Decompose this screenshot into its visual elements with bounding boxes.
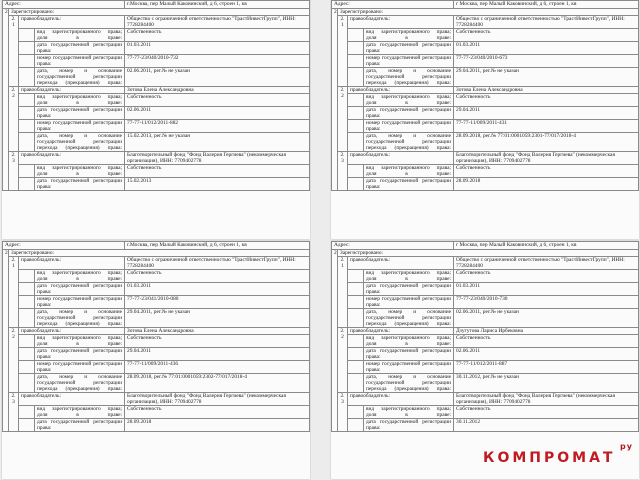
section-number: 2 xyxy=(332,9,338,191)
field-label: дата государственной регистрации права: xyxy=(35,348,125,361)
field-value: 77-77-23/040/2010-730 xyxy=(454,296,639,309)
field-value: Собственность xyxy=(454,165,639,178)
field-value: 02.06.2011 xyxy=(125,107,310,120)
holder-label: правообладатель: xyxy=(348,87,454,94)
holder-label: правообладатель: xyxy=(19,152,125,165)
field-label: дата, номер и основание государственной регистрации перехода (прекращения) права: xyxy=(35,374,125,393)
row-indent xyxy=(348,283,364,296)
field-value: 77-77-11/012/2011-887 xyxy=(454,361,639,374)
field-value: 01.03.2011 xyxy=(454,42,639,55)
holder-value: Общество с ограниченной ответственностью "ТрастИнвестГрупп", ИНН: 7728284400 xyxy=(125,16,310,29)
field-label: дата государственной регистрации права: xyxy=(35,42,125,55)
field-value: 02.06.2011, рег.№ не указан xyxy=(454,309,639,328)
row-indent xyxy=(19,42,35,55)
field-label: дата государственной регистрации права: xyxy=(35,419,125,432)
field-value: Собственность xyxy=(125,29,310,42)
address-value: г Москва, пер Малый Каковинский, д 6, строен 1, кв xyxy=(454,1,639,9)
field-label: вид зарегистрированного права; доля в праве: xyxy=(364,165,454,178)
row-indent xyxy=(19,120,35,133)
address-label: Адрес: xyxy=(332,1,454,9)
registry-table xyxy=(331,0,639,191)
holder-label: правообладатель: xyxy=(348,328,454,335)
field-label: дата государственной регистрации права: xyxy=(364,178,454,191)
field-label: вид зарегистрированного права; доля в праве: xyxy=(35,165,125,178)
entry-number: 2.1 xyxy=(338,257,348,328)
row-indent xyxy=(19,94,35,107)
field-label: номер государственной регистрации права: xyxy=(35,120,125,133)
section-label: Зарегистрировано: xyxy=(9,9,310,16)
row-indent xyxy=(19,348,35,361)
watermark-stamp xyxy=(483,442,633,472)
holder-label: правообладатель: xyxy=(19,16,125,29)
field-label: номер государственной регистрации права: xyxy=(364,55,454,68)
row-indent xyxy=(19,165,35,178)
row-indent xyxy=(348,42,364,55)
field-label: номер государственной регистрации права: xyxy=(35,361,125,374)
field-label: дата, номер и основание государственной регистрации перехода (прекращения) права: xyxy=(35,68,125,87)
entry-number: 2.3 xyxy=(338,393,348,432)
field-value: 29.04.2011, рег.№ не указан xyxy=(454,68,639,87)
field-label: вид зарегистрированного права; доля в праве: xyxy=(364,29,454,42)
field-label: номер государственной регистрации права: xyxy=(35,55,125,68)
entry-number: 2.2 xyxy=(338,328,348,393)
document-panel-top-right xyxy=(331,0,639,239)
section-number: 2 xyxy=(3,250,9,432)
field-label: дата, номер и основание государственной регистрации перехода (прекращения) права: xyxy=(35,309,125,328)
field-label: дата государственной регистрации права: xyxy=(35,178,125,191)
watermark-top: ру xyxy=(620,442,633,451)
field-value: Собственность xyxy=(125,406,310,419)
field-label: номер государственной регистрации права: xyxy=(364,296,454,309)
field-value: 29.04.2011 xyxy=(454,107,639,120)
holder-label: правообладатель: xyxy=(19,87,125,94)
field-label: номер государственной регистрации права: xyxy=(35,296,125,309)
holder-label: правообладатель: xyxy=(19,257,125,270)
field-value: 29.04.2011 xyxy=(125,348,310,361)
field-value: 15.02.2013 xyxy=(125,178,310,191)
entry-number: 2.2 xyxy=(9,87,19,152)
address-label: Адрес: xyxy=(332,242,454,250)
field-label: вид зарегистрированного права; доля в праве: xyxy=(364,270,454,283)
holder-value: Благотворительный фонд "Фонд Валерия Гергиева" (некоммерческая организация), ИНН: 7709402778 xyxy=(454,393,639,406)
field-label: дата, номер и основание государственной регистрации перехода (прекращения) права: xyxy=(35,133,125,152)
section-label: Зарегистрировано: xyxy=(9,250,310,257)
entry-number: 2.2 xyxy=(9,328,19,393)
row-indent xyxy=(19,419,35,432)
entry-number: 2.1 xyxy=(338,16,348,87)
field-value: 15.02.2013, рег.№ не указан xyxy=(125,133,310,152)
holder-label: правообладатель: xyxy=(348,152,454,165)
field-label: дата государственной регистрации права: xyxy=(35,283,125,296)
holder-value: Зотова Елена Александровна xyxy=(125,328,310,335)
holder-value: Зотова Елена Александровна xyxy=(125,87,310,94)
field-label: вид зарегистрированного права; доля в праве: xyxy=(35,29,125,42)
field-value: 01.03.2011 xyxy=(125,42,310,55)
address-label: Адрес: xyxy=(3,1,125,9)
entry-number: 2.2 xyxy=(338,87,348,152)
address-value: г.Москва, пер Малый Каковинский, д 6, строен 1, кв xyxy=(125,1,310,9)
entry-number: 2.1 xyxy=(9,257,19,328)
entry-number: 2.3 xyxy=(9,152,19,191)
row-indent xyxy=(348,68,364,87)
row-indent xyxy=(19,107,35,120)
field-value: Собственность xyxy=(454,335,639,348)
row-indent xyxy=(19,335,35,348)
address-value: г Москва, пер Малый Каковинский, д 6, строен 1, кв xyxy=(454,242,639,250)
section-number: 2 xyxy=(3,9,9,191)
entry-number: 2.3 xyxy=(9,393,19,432)
field-value: Собственность xyxy=(454,94,639,107)
field-value: 28.09.2018, рег.№ 77:01:0001059:2301-77/017/2018-4 xyxy=(454,133,639,152)
field-label: номер государственной регистрации права: xyxy=(364,120,454,133)
field-label: вид зарегистрированного права; доля в праве: xyxy=(35,406,125,419)
field-label: вид зарегистрированного права; доля в праве: xyxy=(364,94,454,107)
row-indent xyxy=(348,296,364,309)
section-label: Зарегистрировано: xyxy=(338,250,639,257)
field-value: 01.03.2011 xyxy=(125,283,310,296)
row-indent xyxy=(19,68,35,87)
registry-table xyxy=(2,0,310,191)
field-value: 02.06.2011, рег.№ не указан xyxy=(125,68,310,87)
row-indent xyxy=(19,374,35,393)
row-indent xyxy=(348,120,364,133)
field-value: Собственность xyxy=(454,270,639,283)
field-label: вид зарегистрированного права; доля в праве: xyxy=(35,94,125,107)
holder-label: правообладатель: xyxy=(348,393,454,406)
row-indent xyxy=(348,270,364,283)
address-label: Адрес: xyxy=(3,242,125,250)
field-value: 30.11.2012, рег.№ не указан xyxy=(454,374,639,393)
row-indent xyxy=(348,29,364,42)
row-indent xyxy=(348,406,364,419)
holder-value: Зотова Елена Александровна xyxy=(454,87,639,94)
row-indent xyxy=(348,178,364,191)
holder-value: Благотворительный фонд "Фонд Валерия Гергиева" (некоммерческая организация), ИНН: 7709402778 xyxy=(454,152,639,165)
row-indent xyxy=(348,419,364,432)
field-value: Собственность xyxy=(454,29,639,42)
holder-label: правообладатель: xyxy=(348,257,454,270)
field-value: 28.09.2018, рег.№ 77:01:0001059:2302-77/017/2018-4 xyxy=(125,374,310,393)
field-label: вид зарегистрированного права; доля в праве: xyxy=(35,335,125,348)
holder-label: правообладатель: xyxy=(348,16,454,29)
document-panel-bottom-left xyxy=(2,241,310,479)
field-label: дата государственной регистрации права: xyxy=(364,107,454,120)
holder-value: Общество с ограниченной ответственностью "ТрастИнвестГрупп", ИНН: 7728284400 xyxy=(454,257,639,270)
field-value: 77-77-23/040/2010-673 xyxy=(454,55,639,68)
field-value: Собственность xyxy=(125,335,310,348)
field-label: дата государственной регистрации права: xyxy=(364,419,454,432)
field-label: дата, номер и основание государственной регистрации перехода (прекращения) права: xyxy=(364,374,454,393)
field-value: 29.04.2011, рег.№ не указан xyxy=(125,309,310,328)
row-indent xyxy=(348,94,364,107)
registry-table xyxy=(2,241,310,432)
address-value: г.Москва, пер Малый Каковинский, д 6, строен 1, кв xyxy=(125,242,310,250)
registry-table xyxy=(331,241,639,432)
row-indent xyxy=(19,283,35,296)
field-value: Собственность xyxy=(454,406,639,419)
entry-number: 2.1 xyxy=(9,16,19,87)
entry-number: 2.3 xyxy=(338,152,348,191)
holder-label: правообладатель: xyxy=(19,328,125,335)
document-panel-top-left xyxy=(2,0,310,239)
holder-value: Общество с ограниченной ответственностью "ТрастИнвестГрупп", ИНН: 7728284400 xyxy=(454,16,639,29)
field-label: дата государственной регистрации права: xyxy=(364,42,454,55)
field-label: дата, номер и основание государственной регистрации перехода (прекращения) права: xyxy=(364,68,454,87)
field-value: 02.06.2011 xyxy=(454,348,639,361)
holder-label: правообладатель: xyxy=(19,393,125,406)
section-number: 2 xyxy=(332,250,338,432)
row-indent xyxy=(19,270,35,283)
row-indent xyxy=(19,361,35,374)
row-indent xyxy=(348,361,364,374)
field-label: вид зарегистрированного права; доля в праве: xyxy=(364,406,454,419)
field-value: Собственность xyxy=(125,165,310,178)
field-value: 77-77-23/041/2010-080 xyxy=(125,296,310,309)
field-label: номер государственной регистрации права: xyxy=(364,361,454,374)
row-indent xyxy=(19,406,35,419)
holder-value: Благотворительный фонд "Фонд Валерия Гергиева" (некоммерческая организация), ИНН: 7709402778 xyxy=(125,152,310,165)
watermark-main: КОМПРОМАТ xyxy=(483,450,616,466)
row-indent xyxy=(348,55,364,68)
field-label: дата государственной регистрации права: xyxy=(364,283,454,296)
row-indent xyxy=(348,133,364,152)
field-value: 28.09.2018 xyxy=(125,419,310,432)
row-indent xyxy=(348,335,364,348)
field-value: 77-77-11/009/2011-436 xyxy=(125,361,310,374)
row-indent xyxy=(348,374,364,393)
row-indent xyxy=(348,107,364,120)
field-value: Собственность xyxy=(125,270,310,283)
field-value: 28.09.2018 xyxy=(454,178,639,191)
field-value: 77-77-11/009/2011-431 xyxy=(454,120,639,133)
row-indent xyxy=(19,133,35,152)
row-indent xyxy=(348,165,364,178)
holder-value: Дзугутова Лариса Ирбековна xyxy=(454,328,639,335)
section-label: Зарегистрировано: xyxy=(338,9,639,16)
row-indent xyxy=(348,309,364,328)
row-indent xyxy=(19,309,35,328)
field-value: 30.11.2012 xyxy=(454,419,639,432)
holder-value: Благотворительный фонд "Фонд Валерия Гергиева" (некоммерческая организация), ИНН: 7709402778 xyxy=(125,393,310,406)
holder-value: Общество с ограниченной ответственностью "ТрастИнвестГрупп", ИНН: 7728284400 xyxy=(125,257,310,270)
field-label: дата государственной регистрации права: xyxy=(364,348,454,361)
field-value: 77-77-11/012/2011-882 xyxy=(125,120,310,133)
row-indent xyxy=(19,29,35,42)
field-label: дата, номер и основание государственной регистрации перехода (прекращения) права: xyxy=(364,133,454,152)
row-indent xyxy=(19,178,35,191)
row-indent xyxy=(19,296,35,309)
field-value: Собственность xyxy=(125,94,310,107)
field-label: дата государственной регистрации права: xyxy=(35,107,125,120)
field-value: 77-77-23/040/2010-732 xyxy=(125,55,310,68)
field-value: 01.03.2011 xyxy=(454,283,639,296)
row-indent xyxy=(348,348,364,361)
field-label: вид зарегистрированного права; доля в праве: xyxy=(364,335,454,348)
field-label: вид зарегистрированного права; доля в праве: xyxy=(35,270,125,283)
field-label: дата, номер и основание государственной регистрации перехода (прекращения) права: xyxy=(364,309,454,328)
row-indent xyxy=(19,55,35,68)
